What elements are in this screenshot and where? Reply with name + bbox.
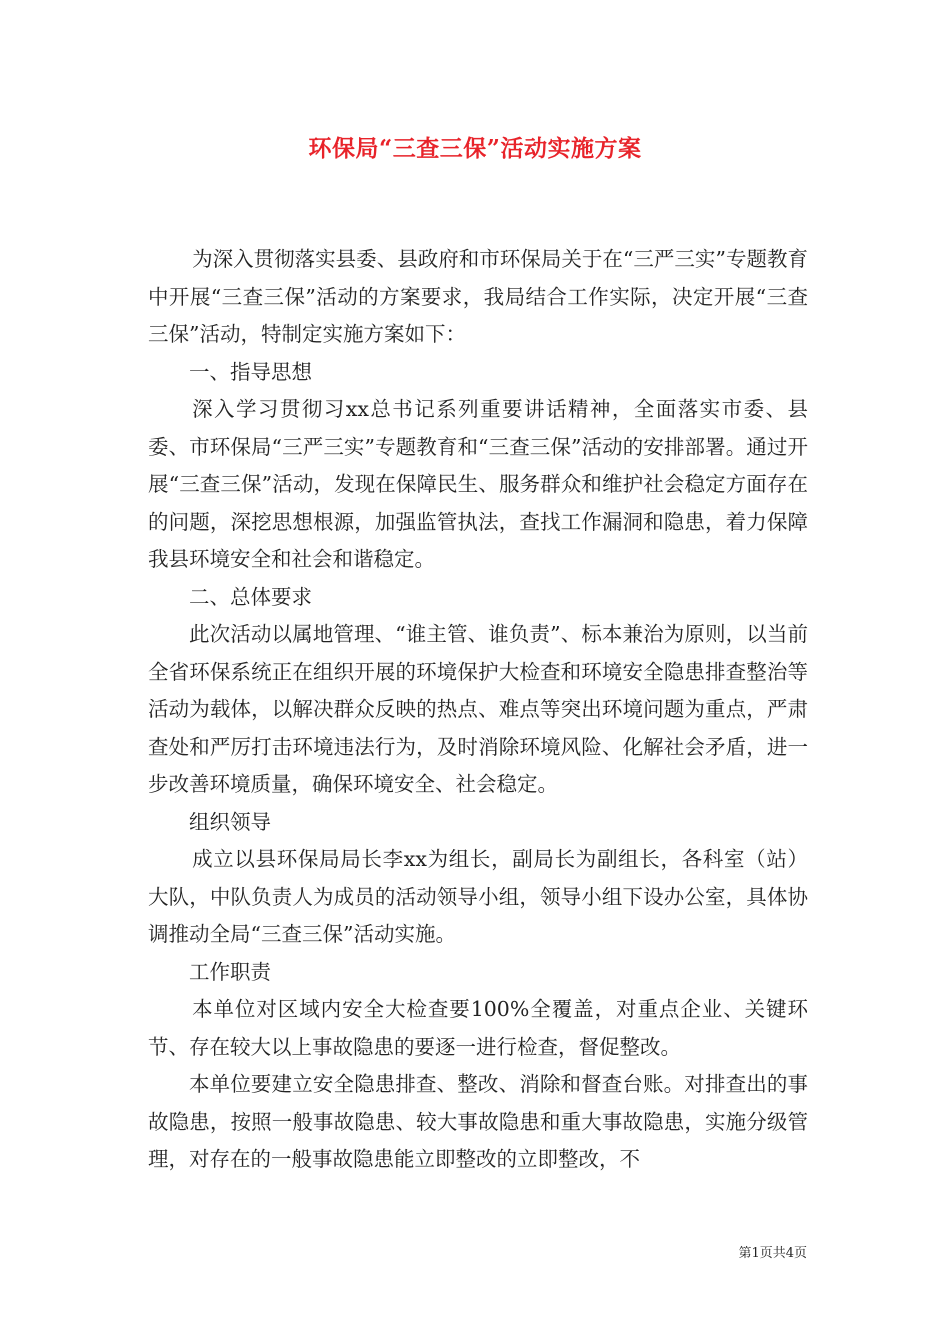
- section-heading-general-requirements: 二、总体要求: [189, 584, 312, 609]
- body-paragraph: 本单位对区域内安全大检查要100%全覆盖，对重点企业、关键环节、存在较大以上事故隐患的要逐一进行检查，督促整改。: [148, 997, 808, 1059]
- section-heading-organization: 组织领导: [189, 809, 271, 834]
- section-heading-duties: 工作职责: [189, 959, 271, 984]
- section-heading-guiding-ideology: 一、指导思想: [189, 359, 312, 384]
- document-title: 环保局“三查三保”活动实施方案: [308, 135, 642, 162]
- body-paragraph: 成立以县环保局局长李xx为组长，副局长为副组长，各科室（站）大队，中队负责人为成员的活动领导小组，领导小组下设办公室，具体协调推动全局“三查三保”活动实施。: [148, 847, 808, 946]
- intro-paragraph: 为深入贯彻落实县委、县政府和市环保局关于在“三严三实”专题教育中开展“三查三保”活动的方案要求，我局结合工作实际，决定开展“三查三保”活动，特制定实施方案如下：: [148, 247, 808, 346]
- body-paragraph: 此次活动以属地管理、“谁主管、谁负责”、标本兼治为原则，以当前全省环保系统正在组织开展的环境保护大检查和环境安全隐患排查整治等活动为载体，以解决群众反映的热点、难点等突出环境问题为重点，严肃查处和严厉打击环境违法行为，及时消除环境风险、化解社会矛盾，进一步改善环境质量，确保环境安全、社会稳定。: [148, 622, 808, 796]
- page-number: 第1页共4页: [738, 1246, 807, 1261]
- document-body: [148, 241, 808, 1179]
- body-paragraph: 深入学习贯彻习xx总书记系列重要讲话精神，全面落实市委、县委、市环保局“三严三实”专题教育和“三查三保”活动的安排部署。通过开展“三查三保”活动，发现在保障民生、服务群众和维护社会稳定方面存在的问题，深挖思想根源，加强监管执法，查找工作漏洞和隐患，着力保障我县环境安全和社会和谐稳定。: [148, 397, 808, 571]
- body-paragraph: 本单位要建立安全隐患排查、整改、消除和督查台账。对排查出的事故隐患，按照一般事故隐患、较大事故隐患和重大事故隐患，实施分级管理，对存在的一般事故隐患能立即整改的立即整改，不: [148, 1072, 808, 1171]
